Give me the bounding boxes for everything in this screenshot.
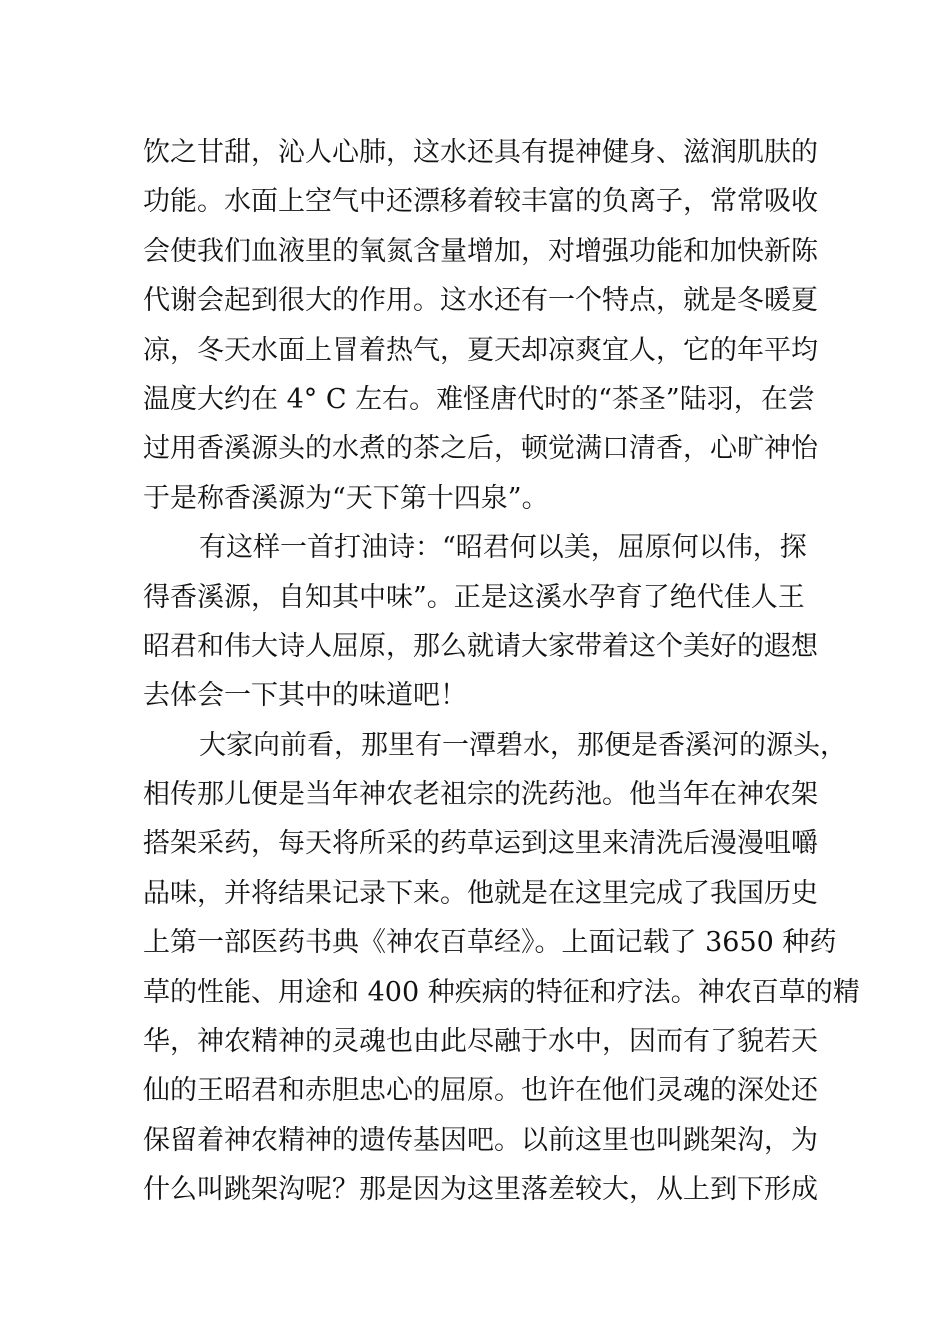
text-line: 仙的王昭君和赤胆忠心的屈原。也许在他们灵魂的深处还	[143, 1075, 818, 1107]
paragraph-first-line: 大家向前看，那里有一潭碧水，那便是香溪河的源头，	[199, 729, 847, 761]
text-line: 功能。水面上空气中还漂移着较丰富的负离子，常常吸收	[143, 186, 818, 218]
text-line: 昭君和伟大诗人屈原，那么就请大家带着这个美好的遐想	[143, 630, 818, 662]
body-text	[143, 128, 860, 1215]
text-line: 得香溪源，自知其中味”。正是这溪水孕育了绝代佳人王	[143, 581, 805, 613]
paragraph-first-line: 有这样一首打油诗：“昭君何以美，屈原何以伟，探	[199, 532, 807, 564]
text-line: 于是称香溪源为“天下第十四泉”。	[143, 482, 549, 514]
text-line: 草的性能、用途和 400 种疾病的特征和疗法。神农百草的精	[143, 976, 860, 1008]
text-line: 会使我们血液里的氧氮含量增加，对增强功能和加快新陈	[143, 235, 818, 267]
text-line: 搭架采药，每天将所采的药草运到这里来清洗后漫漫咀嚼	[143, 828, 818, 860]
text-line: 品味，并将结果记录下来。他就是在这里完成了我国历史	[143, 877, 818, 909]
text-line: 凉，冬天水面上冒着热气，夏天却凉爽宜人，它的年平均	[143, 334, 818, 366]
text-line: 华，神农精神的灵魂也由此尽融于水中，因而有了貌若天	[143, 1026, 818, 1058]
text-line: 什么叫跳架沟呢？那是因为这里落差较大，从上到下形成	[143, 1174, 818, 1206]
text-line: 保留着神农精神的遗传基因吧。以前这里也叫跳架沟，为	[143, 1124, 818, 1156]
text-line: 相传那儿便是当年神农老祖宗的洗药池。他当年在神农架	[143, 779, 818, 811]
text-line: 饮之甘甜，沁人心肺，这水还具有提神健身、滋润肌肤的	[143, 137, 818, 168]
text-line: 代谢会起到很大的作用。这水还有一个特点，就是冬暖夏	[143, 285, 818, 317]
text-line: 上第一部医药书典《神农百草经》。上面记载了 3650 种药	[143, 927, 837, 959]
text-line: 去体会一下其中的味道吧！	[143, 680, 467, 712]
text-line: 温度大约在 4° C 左右。难怪唐代时的“茶圣”陆羽，在尝	[143, 383, 815, 415]
text-line: 过用香溪源头的水煮的茶之后，顿觉满口清香，心旷神怡	[143, 433, 818, 465]
